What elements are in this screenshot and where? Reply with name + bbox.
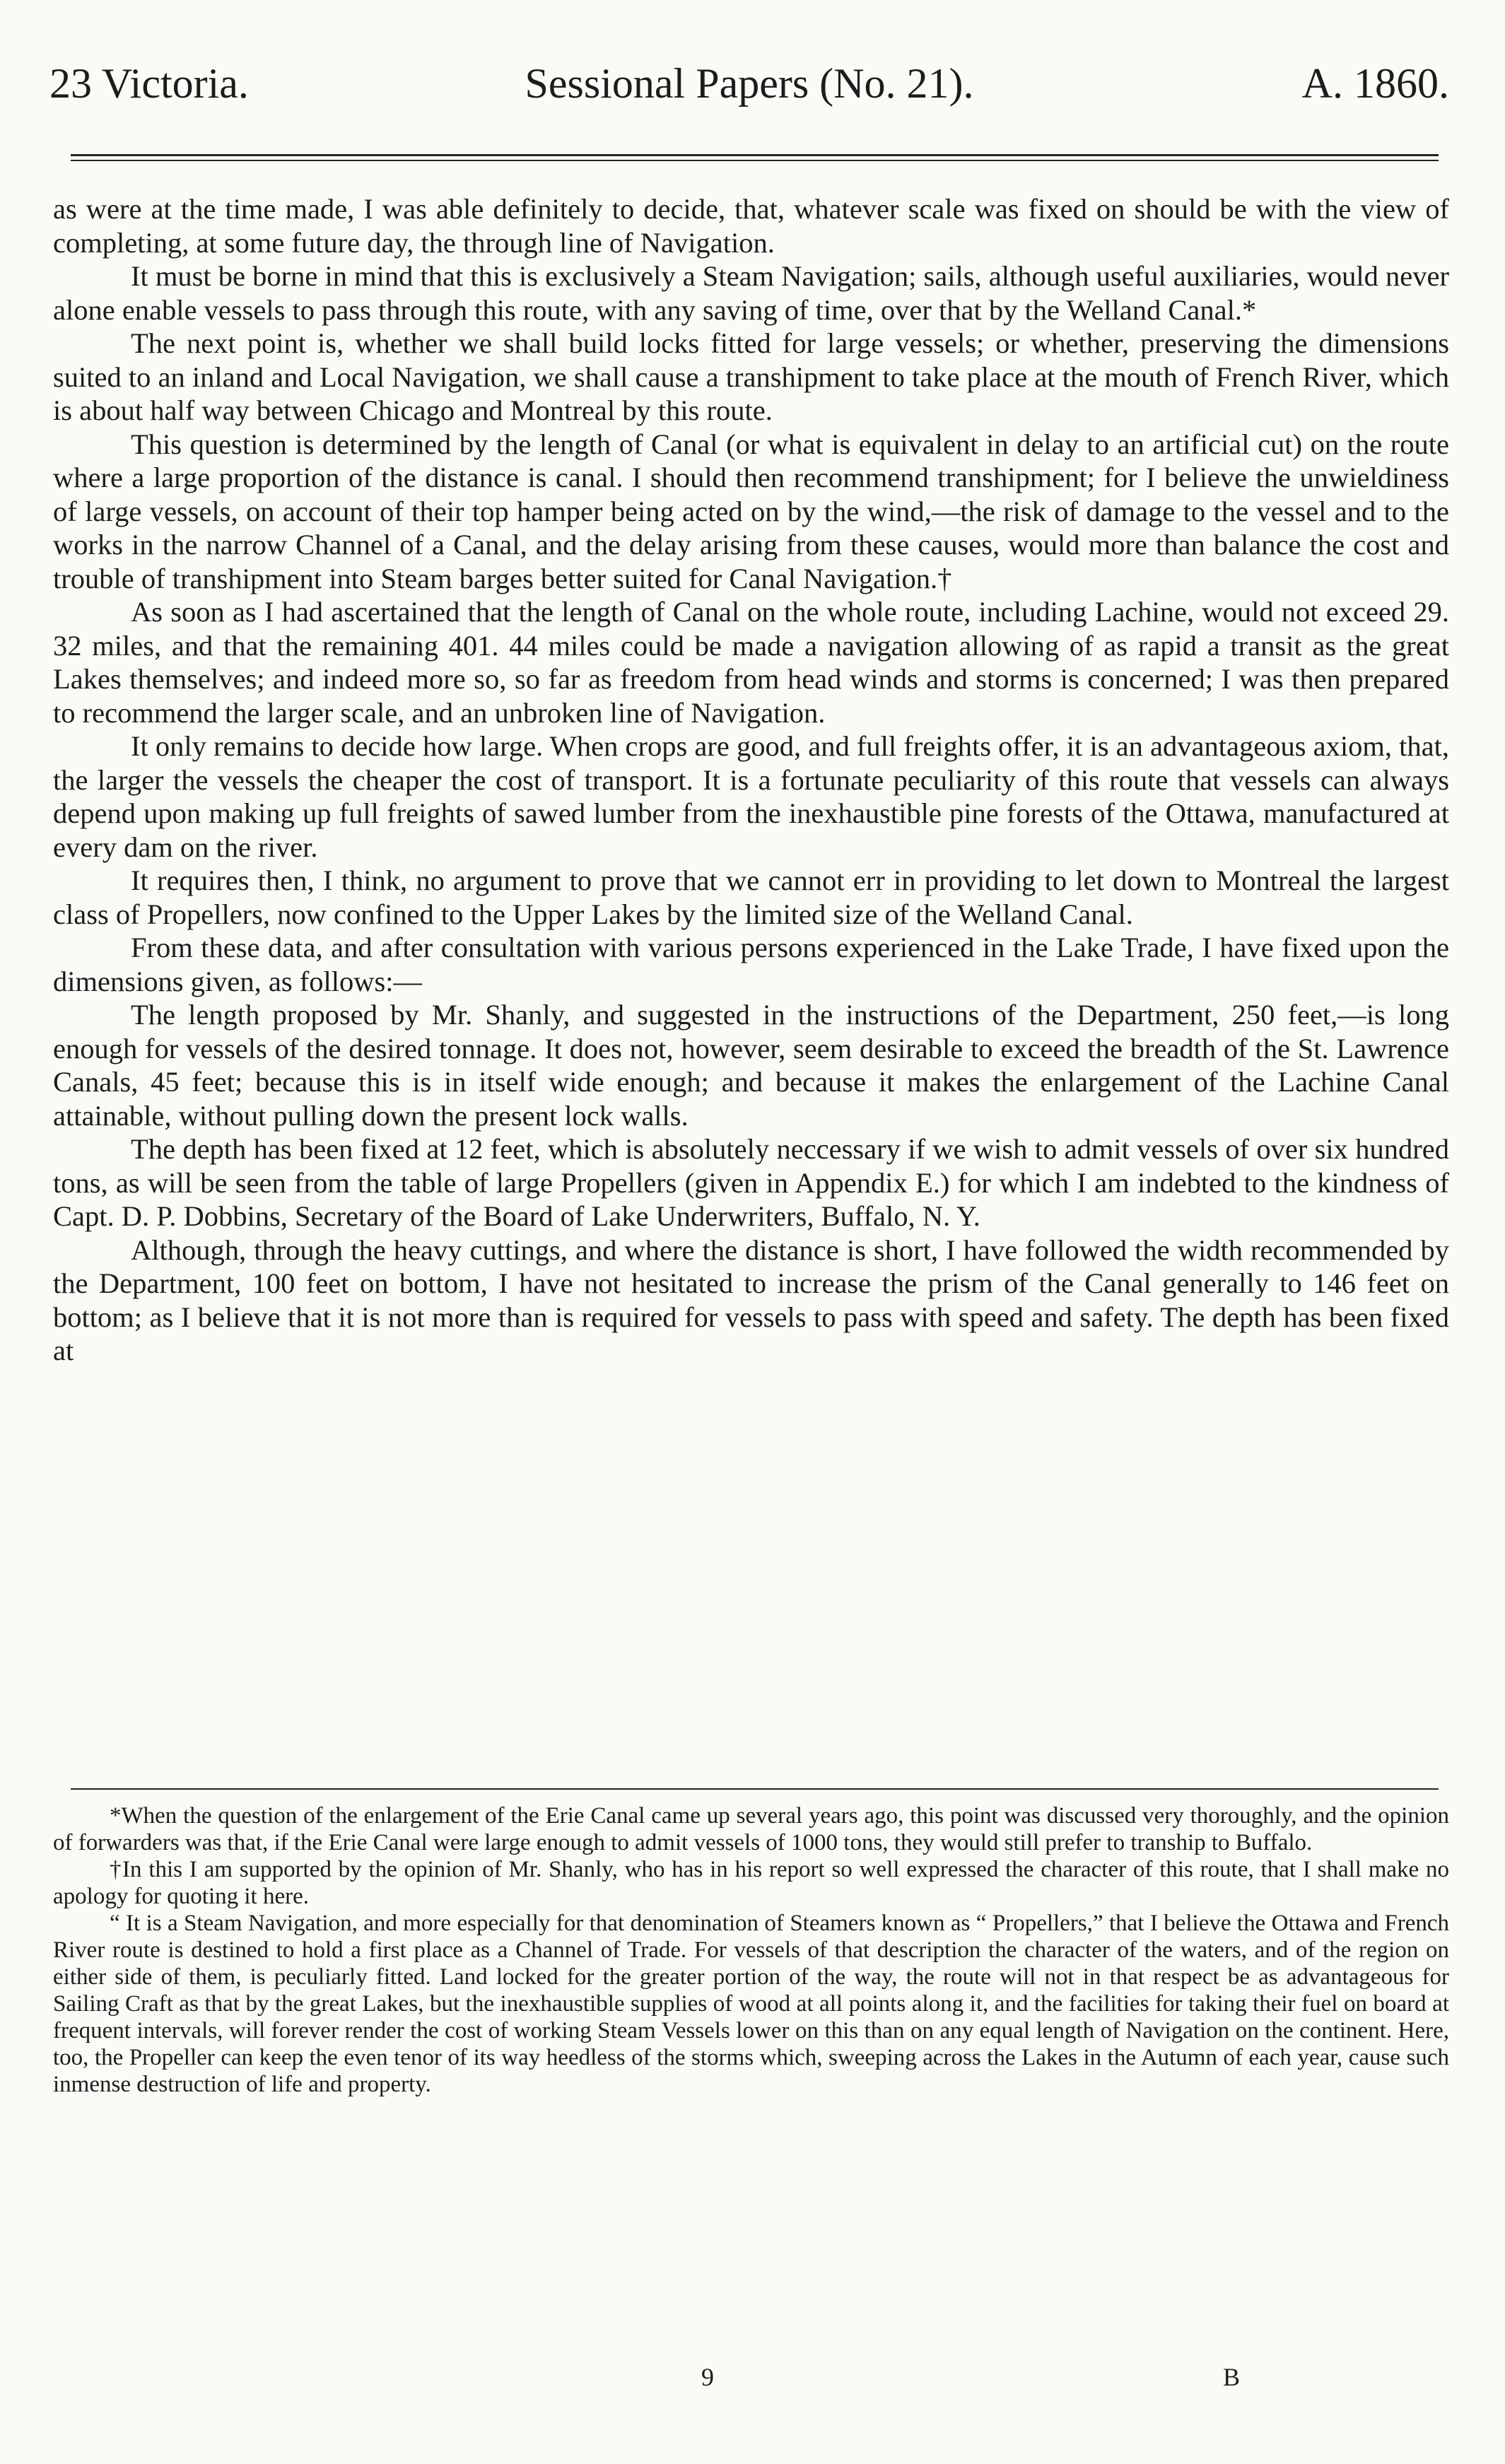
header-rule-top bbox=[71, 154, 1439, 156]
paragraph: From these data, and after consultation with various persons experienced in the Lake Trade, I have fixed upon the dimensions given, as follows:— bbox=[53, 932, 1449, 997]
header-title: Sessional Papers (No. 21). bbox=[525, 60, 974, 107]
paragraph: The next point is, whether we shall build locks fitted for large vessels; or whether, preserving the dimensions suited to an inland and Local Navigation, we shall cause a transhipment to take place at the mouth of French River, which is about half way between Chicago and Montreal by this route. bbox=[53, 327, 1449, 426]
running-header bbox=[49, 55, 1449, 112]
body-text bbox=[53, 192, 1449, 1368]
footnote: “ It is a Steam Navigation, and more especially for that denomination of Steamers known as “ Propellers,” that I believe the Ottawa and French River route is destined to hold a first place as a Channel of Trade. For vessels of that description the character of the waters, and of the region on either side of them, is peculiarly fitted. Land locked for the greater portion of the way, the route will not in that respect be as advantageous for Sailing Craft as that by the great Lakes, but the inexhaustible supplies of wood at all points along it, and the facilities for taking their fuel on board at frequent intervals, will forever render the cost of working Steam Vessels lower on this than on any equal length of Navigation on the continent. Here, too, the Propeller can keep the even tenor of its way heedless of the storms which, sweeping across the Lakes in the Autumn of each year, cause such inmense destruction of life and property. bbox=[53, 1911, 1449, 2097]
footnotes bbox=[53, 1802, 1449, 2098]
paragraph: This question is determined by the length of Canal (or what is equivalent in delay to an artificial cut) on the route where a large proportion of the distance is canal. I should then recommend transhipment; for I believe the unwieldiness of large vessels, on account of their top hamper being acted on by the wind,—the risk of damage to the vessel and to the works in the narrow Channel of a Canal, and the delay arising from these causes, would more than balance the cost and trouble of transhipment into Steam barges better suited for Canal Navigation.† bbox=[53, 428, 1449, 594]
paragraph: Although, through the heavy cuttings, and where the distance is short, I have followed the width recommended by the Department, 100 feet on bottom, I have not hesitated to increase the prism of the Canal generally to 146 feet on bottom; as I believe that it is not more than is required for vessels to pass with speed and safety. The depth has been fixed at bbox=[53, 1233, 1449, 1366]
footnote-rule bbox=[71, 1788, 1439, 1790]
paragraph: It must be borne in mind that this is exclusively a Steam Navigation; sails, although useful auxiliaries, would never alone enable vessels to pass through this route, with any saving of time, over that by the Welland Canal.* bbox=[53, 260, 1449, 326]
footnote: †In this I am supported by the opinion of Mr. Shanly, who has in his report so well expressed the character of this route, that I shall make no apology for quoting it here. bbox=[53, 1857, 1449, 1909]
header-year: A. 1860. bbox=[1301, 60, 1449, 107]
header-session: 23 Victoria. bbox=[49, 60, 249, 107]
header-rule-bottom bbox=[71, 160, 1439, 161]
paragraph: The length proposed by Mr. Shanly, and suggested in the instructions of the Department, 250 feet,—is long enough for vessels of the desired tonnage. It does not, however, seem desirable to exceed the breadth of the St. Lawrence Canals, 45 feet; because this is in itself wide enough; and because it makes the enlargement of the Lachine Canal attainable, without pulling down the present lock walls. bbox=[53, 999, 1449, 1132]
page-number: 9 bbox=[701, 2363, 714, 2391]
paragraph: As soon as I had ascertained that the length of Canal on the whole route, including Lachine, would not exceed 29. 32 miles, and that the remaining 401. 44 miles could be made a navigation allowing of as rapid a transit as the great Lakes themselves; and indeed more so, so far as freedom from head winds and storms is concerned; I was then prepared to recommend the larger scale, and an unbroken line of Navigation. bbox=[53, 596, 1449, 729]
paragraph: It only remains to decide how large. When crops are good, and full freights offer, it is an advantageous axiom, that, the larger the vessels the cheaper the cost of transport. It is a fortunate peculiarity of this route that vessels can always depend upon making up full freights of sawed lumber from the inexhaustible pine forests of the Ottawa, manufactured at every dam on the river. bbox=[53, 730, 1449, 863]
signature-mark: B bbox=[1223, 2363, 1241, 2391]
paragraph: The depth has been fixed at 12 feet, which is absolutely neccessary if we wish to admit vessels of over six hundred tons, as will be seen from the table of large Propellers (given in Appendix E.) for which I am indebted to the kindness of Capt. D. P. Dobbins, Secretary of the Board of Lake Underwriters, Buffalo, N. Y. bbox=[53, 1133, 1449, 1232]
paragraph: as were at the time made, I was able definitely to decide, that, whatever scale was fixed on should be with the view of completing, at some future day, the through line of Navigation. bbox=[53, 193, 1449, 259]
footnote: *When the question of the enlargement of the Erie Canal came up several years ago, this point was discussed very thoroughly, and the opinion of forwarders was that, if the Erie Canal were large enough to admit vessels of 1000 tons, they would still prefer to tranship to Buffalo. bbox=[53, 1803, 1449, 1855]
paragraph: It requires then, I think, no argument to prove that we cannot err in providing to let down to Montreal the largest class of Propellers, now confined to the Upper Lakes by the limited size of the Welland Canal. bbox=[53, 864, 1449, 930]
